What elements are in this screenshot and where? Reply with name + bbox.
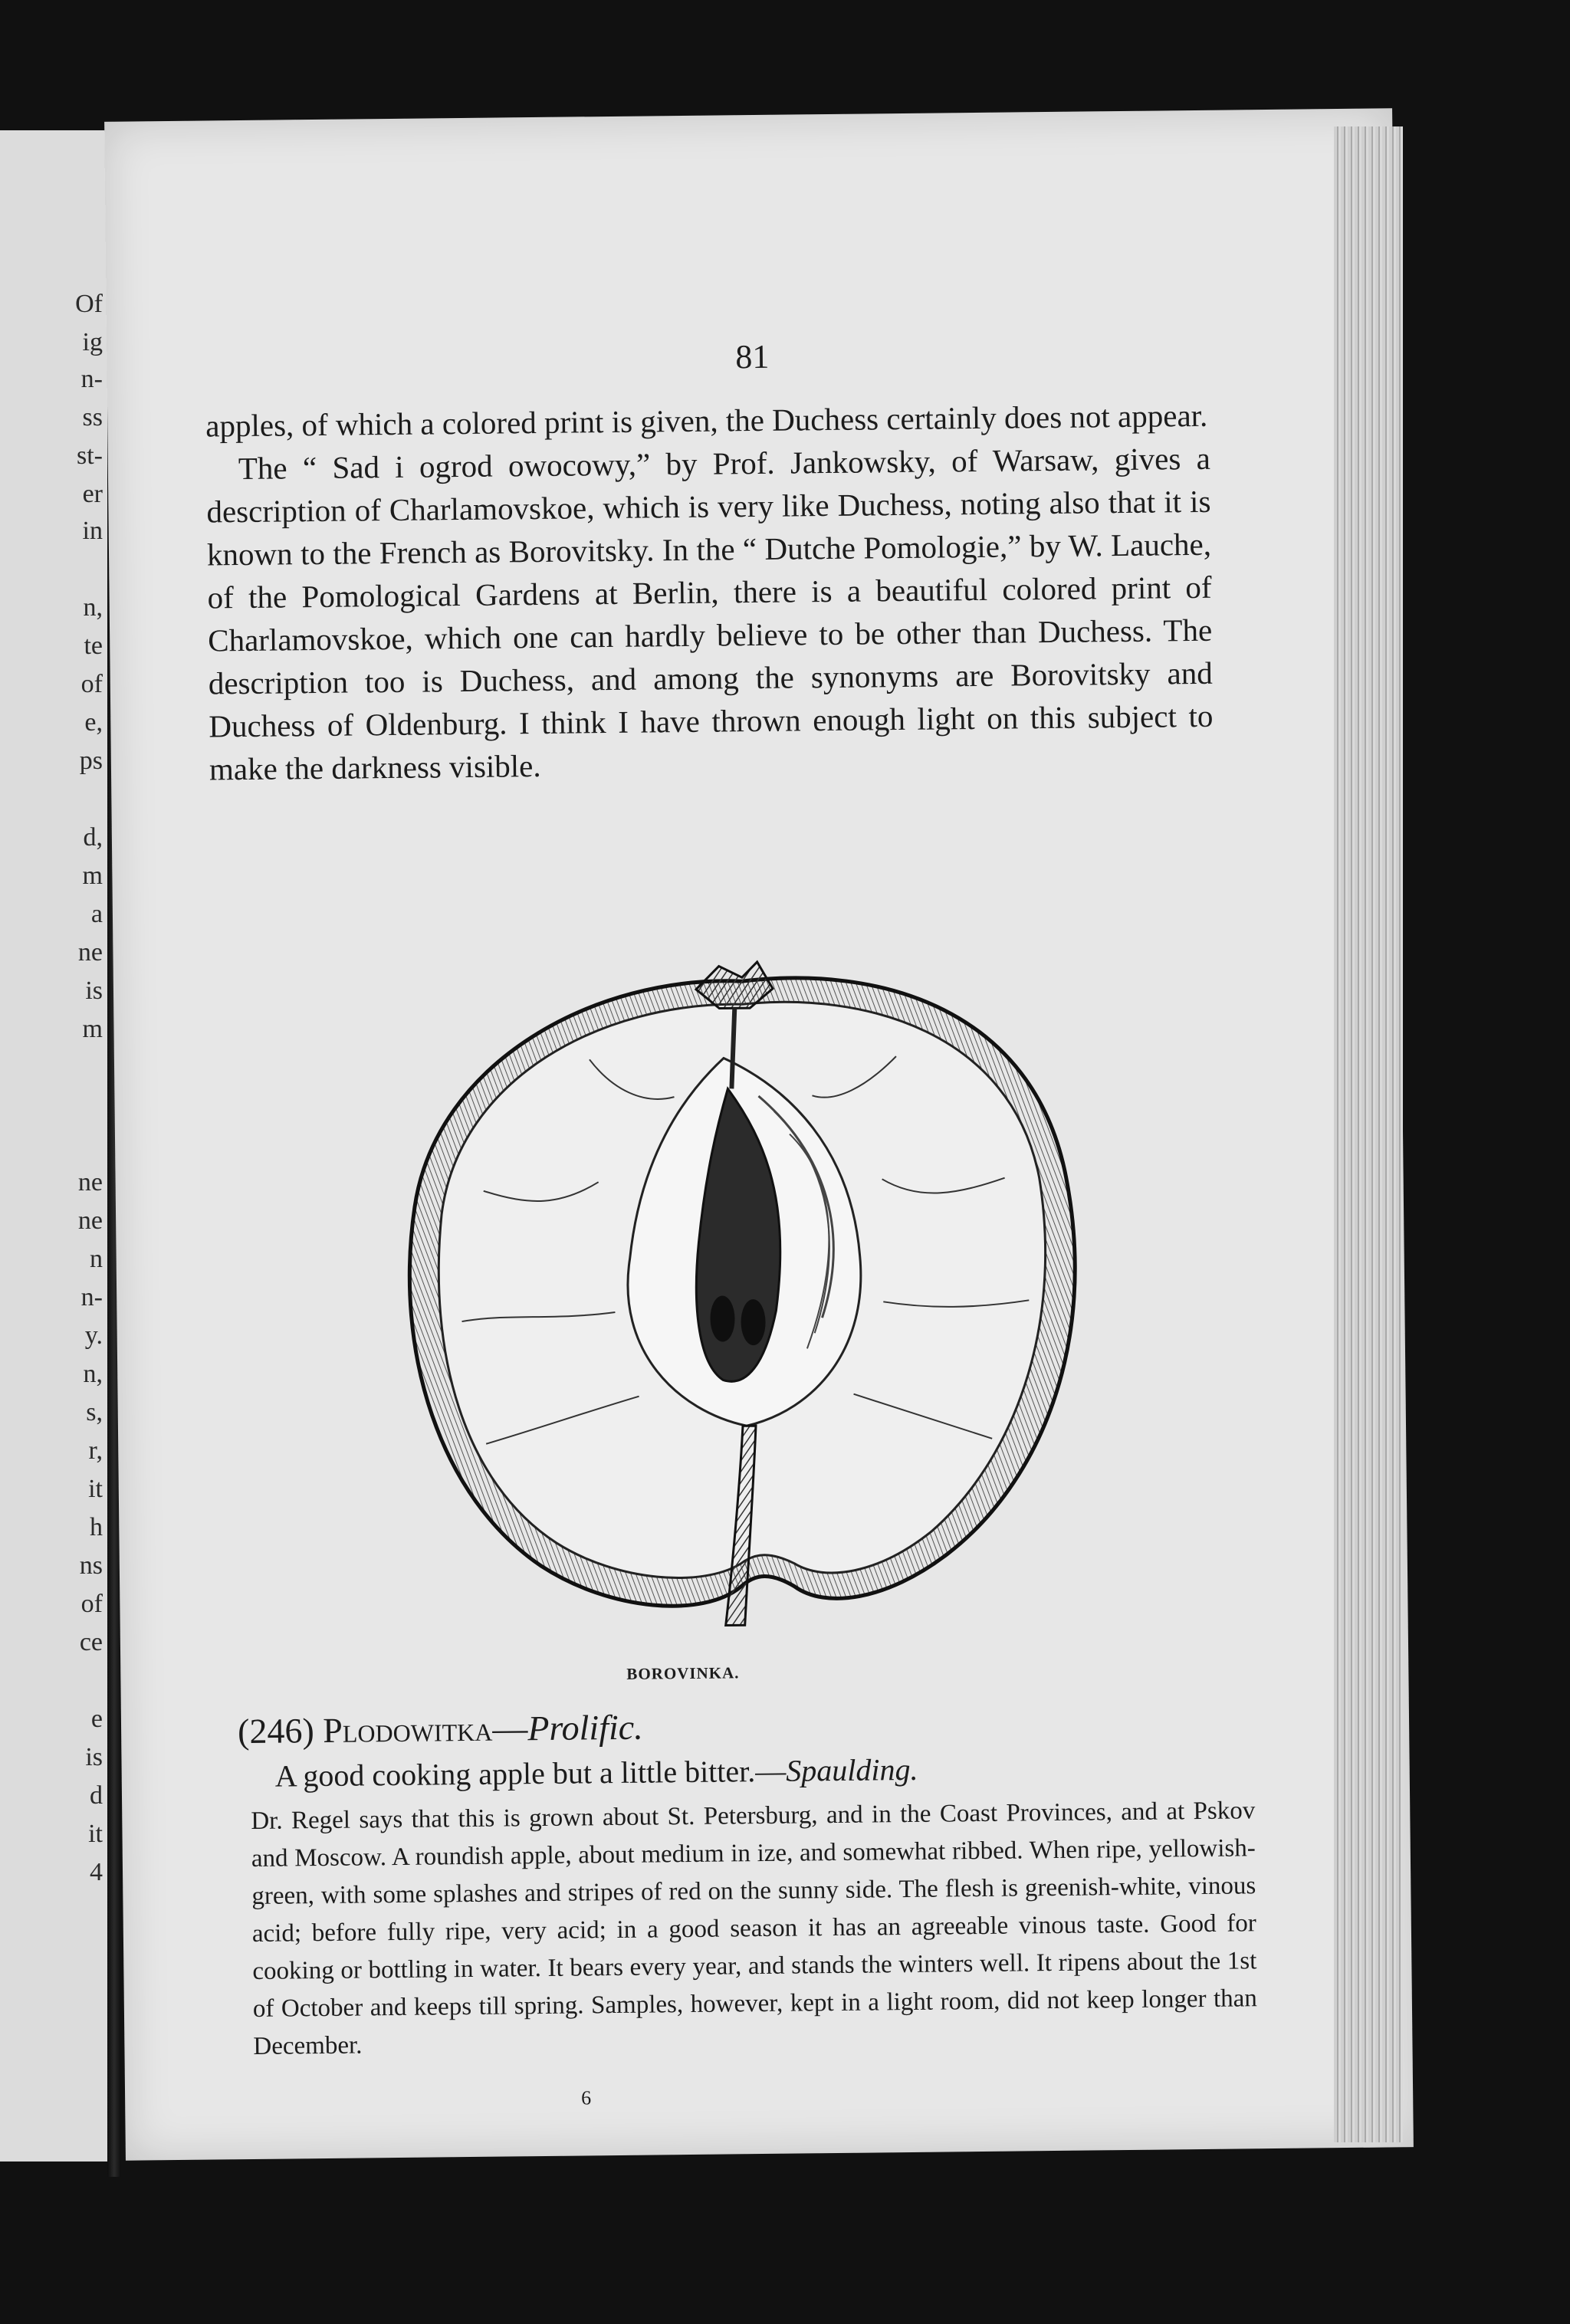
- apple-cross-section-illustration: [359, 947, 1133, 1667]
- left-page-text-fragment: s,: [86, 1398, 103, 1426]
- left-page-text-fragment: m: [82, 1015, 103, 1043]
- left-page-text-fragment: it: [88, 1820, 103, 1848]
- left-page-text-fragment: d: [90, 1781, 103, 1810]
- left-page-text-fragment: it: [88, 1475, 103, 1503]
- entry-dash: —: [492, 1709, 528, 1748]
- left-page-text-fragment: ne: [77, 1206, 103, 1235]
- left-page-text-fragment: y.: [84, 1321, 103, 1350]
- signature-mark: 6: [580, 2086, 592, 2109]
- paragraph-continuation: apples, of which a colored print is given, the Duchess certainly does not appear.: [205, 397, 1208, 444]
- left-page-text-fragment: m: [82, 862, 103, 890]
- left-page-text-fragment: ig: [82, 328, 103, 356]
- left-page-text-fragment: er: [82, 480, 103, 508]
- left-page-text-fragment: n-: [80, 1283, 103, 1311]
- left-page-text-fragment: e: [90, 1705, 103, 1733]
- left-page-text-fragment: Of: [75, 290, 103, 318]
- left-page-text-fragment: ne: [77, 938, 103, 967]
- entry-heading: [238, 1707, 643, 1752]
- entry-translation: Prolific.: [527, 1707, 643, 1748]
- left-page-text-fragment: is: [85, 977, 103, 1005]
- book-page: [104, 108, 1414, 2160]
- left-page-text-fragment: n,: [83, 593, 103, 622]
- left-page-text-fragment: ps: [79, 747, 103, 775]
- left-page-text-fragment: of: [80, 670, 103, 698]
- entry-description: Dr. Regel says that this is grown about St. Petersburg, and in the Coast Provinces, and at Pskov and Moscow. A roundish apple, about medium in ize, and somewhat ribbed. When ripe, yellowish-green, with some splashes and stripes of red on the sunny side. The flesh is greenish-white, vinous acid; before fully ripe, very acid; in a good season it has an agreeable vinous taste. Good for cooking or bottling in water. It bears every year, and stands the winters well. It ripens about the 1st of October and keeps till spring. Samples, however, kept in a light room, did not keep longer than December.: [251, 1797, 1258, 2060]
- left-page-text-fragment: ce: [79, 1628, 103, 1656]
- left-page-text-fragment: st-: [77, 441, 103, 470]
- page-text-top: [205, 394, 1214, 791]
- left-page-text-fragment: n-: [80, 365, 103, 393]
- quote-text: A good cooking apple but a little bitter.: [274, 1754, 756, 1794]
- left-page-text-fragment: n: [90, 1245, 103, 1273]
- quote-line: [274, 1751, 918, 1794]
- left-page-text-fragment: d,: [83, 823, 103, 852]
- left-page-text-fragment: te: [84, 632, 103, 660]
- paragraph-sad-i-ogrod: The “ Sad i ogrod owocowy,” by Prof. Jankowsky, of Warsaw, gives a description of Charlamovskoe, which is very like Duchess, noting also that it is known to the French as Borovitsky. In the “ Dutche Pomologie,” by W. Lauche, of the Pomological Gardens at Berlin, there is a beautiful colored print of Charlamovskoe, which one can hardly believe to be other than Duchess. The description too is Duchess, and among the synonyms are Borovitsky and Duchess of Oldenburg. I think I have thrown enough light on this subject to make the darkness visible.: [206, 440, 1214, 787]
- quote-source: Spaulding.: [786, 1751, 918, 1788]
- page-edge-stack: [1334, 126, 1403, 2142]
- left-page-text-fragment: is: [85, 1743, 103, 1771]
- left-page-text-fragment: ss: [82, 403, 103, 432]
- left-page-text-fragment: e,: [84, 708, 103, 737]
- left-page-text-fragment: ne: [77, 1168, 103, 1196]
- left-page-text-fragment: ns: [79, 1551, 103, 1580]
- left-page-fragment: [0, 130, 107, 2162]
- quote-dash: —: [755, 1753, 787, 1789]
- left-page-text-fragment: a: [90, 900, 103, 928]
- entry-name: Plodowitka: [322, 1709, 493, 1750]
- figure-caption: BOROVINKA.: [626, 1663, 740, 1683]
- left-page-text-fragment: of: [80, 1590, 103, 1618]
- entry-number: (246): [237, 1711, 315, 1751]
- left-page-text-fragment: in: [82, 517, 103, 545]
- left-page-text-fragment: r,: [88, 1436, 103, 1465]
- left-page-text-fragment: n,: [83, 1360, 103, 1388]
- apple-engraving-icon: [359, 947, 1133, 1667]
- left-page-text-fragment: 4: [90, 1858, 103, 1886]
- left-page-text-fragment: h: [90, 1513, 103, 1541]
- page-number: 81: [735, 337, 770, 376]
